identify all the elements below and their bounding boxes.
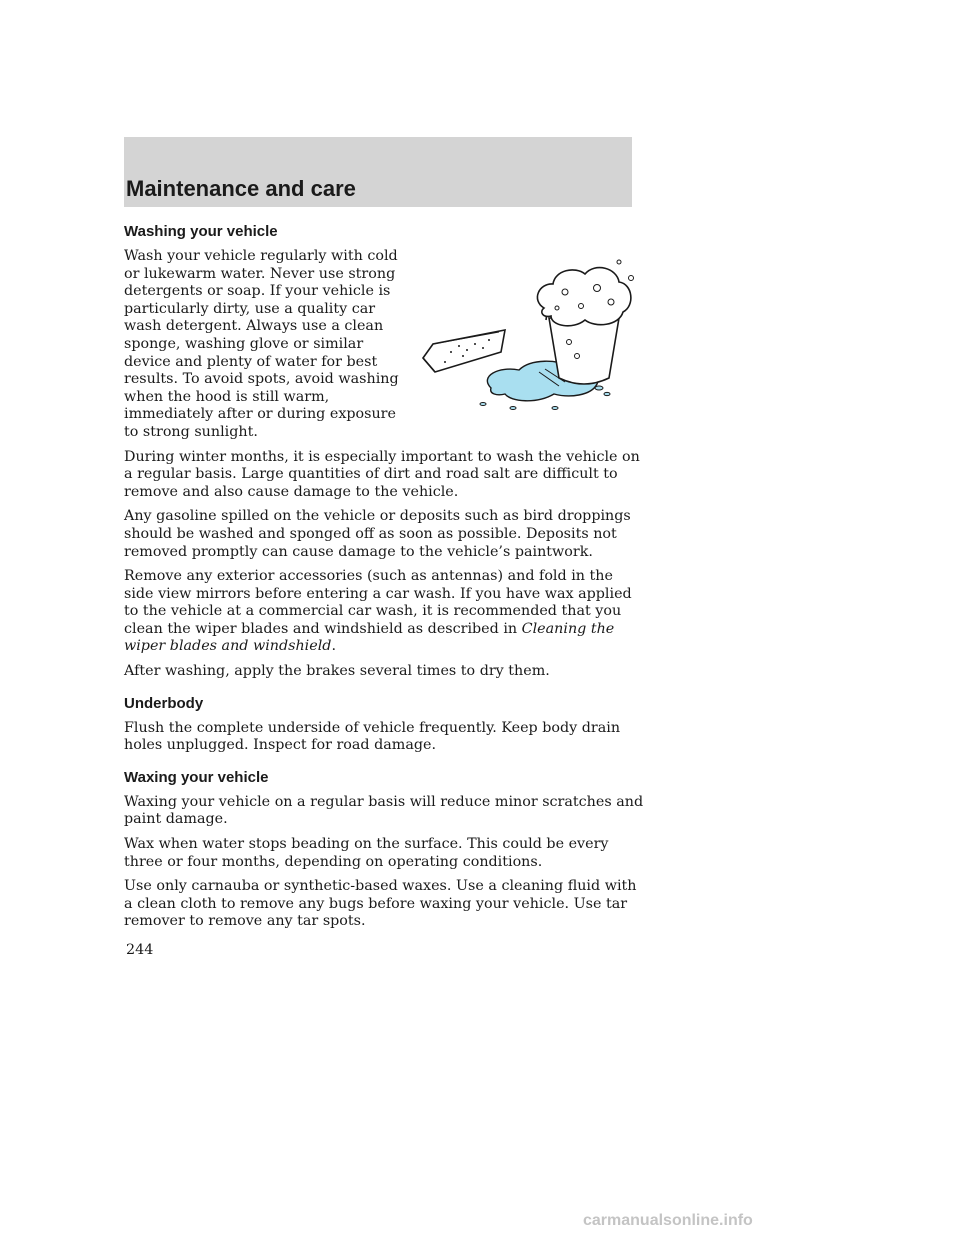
washing-paragraph-4-text: Remove any exterior accessories (such as antennas) and fold in the side view mirrors before entering a car wash. If you have wax applied to the vehicle at a commercial car wash, it is recommended that you clean the wiper blades and windshield as described in bbox=[124, 568, 632, 637]
waxing-paragraph-3: Use only carnauba or synthetic-based waxes. Use a cleaning fluid with a clean cloth to remove any bugs before waxing your vehicle. Use tar remover to remove any tar spots. bbox=[124, 878, 637, 930]
washing-paragraph-2: During winter months, it is especially important to wash the vehicle on a regular basis. Large quantities of dirt and road salt are difficult to remove and also cause damage to the vehicle. bbox=[124, 448, 640, 500]
watermark: carmanualsonline.info bbox=[583, 1212, 753, 1229]
underbody-paragraph-1: Flush the complete underside of vehicle frequently. Keep body drain holes unplugged. Inspect for road damage. bbox=[124, 719, 621, 754]
washing-paragraph-4-end: . bbox=[331, 638, 336, 655]
washing-paragraph-1: Wash your vehicle regularly with cold or lukewarm water. Never use strong detergents or soap. If your vehicle is particularly dirty, use a quality car wash detergent. Always use a clean sponge, washing glove or similar device and plenty of water for best results. To avoid spots, avoid washing when the hood is still warm, immediately after or during exposure to strong sunlight. bbox=[124, 248, 399, 440]
waxing-paragraph-2: Wax when water stops beading on the surface. This could be every three or four months, depending on operating conditions. bbox=[124, 836, 609, 870]
waxing-paragraph-1: Waxing your vehicle on a regular basis will reduce minor scratches and paint damage. bbox=[124, 793, 644, 828]
section-title: Maintenance and care bbox=[126, 176, 356, 201]
heading-underbody: Underbody bbox=[124, 694, 204, 712]
cross-reference-wiper-cleaning: Cleaning the wiper blades and windshield bbox=[124, 620, 615, 655]
heading-waxing: Waxing your vehicle bbox=[124, 768, 269, 786]
page-number: 244 bbox=[126, 942, 154, 958]
bucket-sponge-icon bbox=[419, 248, 664, 416]
page-content bbox=[124, 222, 644, 938]
washing-paragraph-3: Any gasoline spilled on the vehicle or deposits such as bird droppings should be washed and sponged off as soon as possible. Deposits not removed promptly can cause damage to the vehicle’s paintwork. bbox=[124, 508, 631, 560]
washing-paragraph-4 bbox=[124, 568, 644, 656]
washing-paragraph-5: After washing, apply the brakes several times to dry them. bbox=[124, 663, 550, 680]
heading-washing: Washing your vehicle bbox=[124, 223, 278, 240]
